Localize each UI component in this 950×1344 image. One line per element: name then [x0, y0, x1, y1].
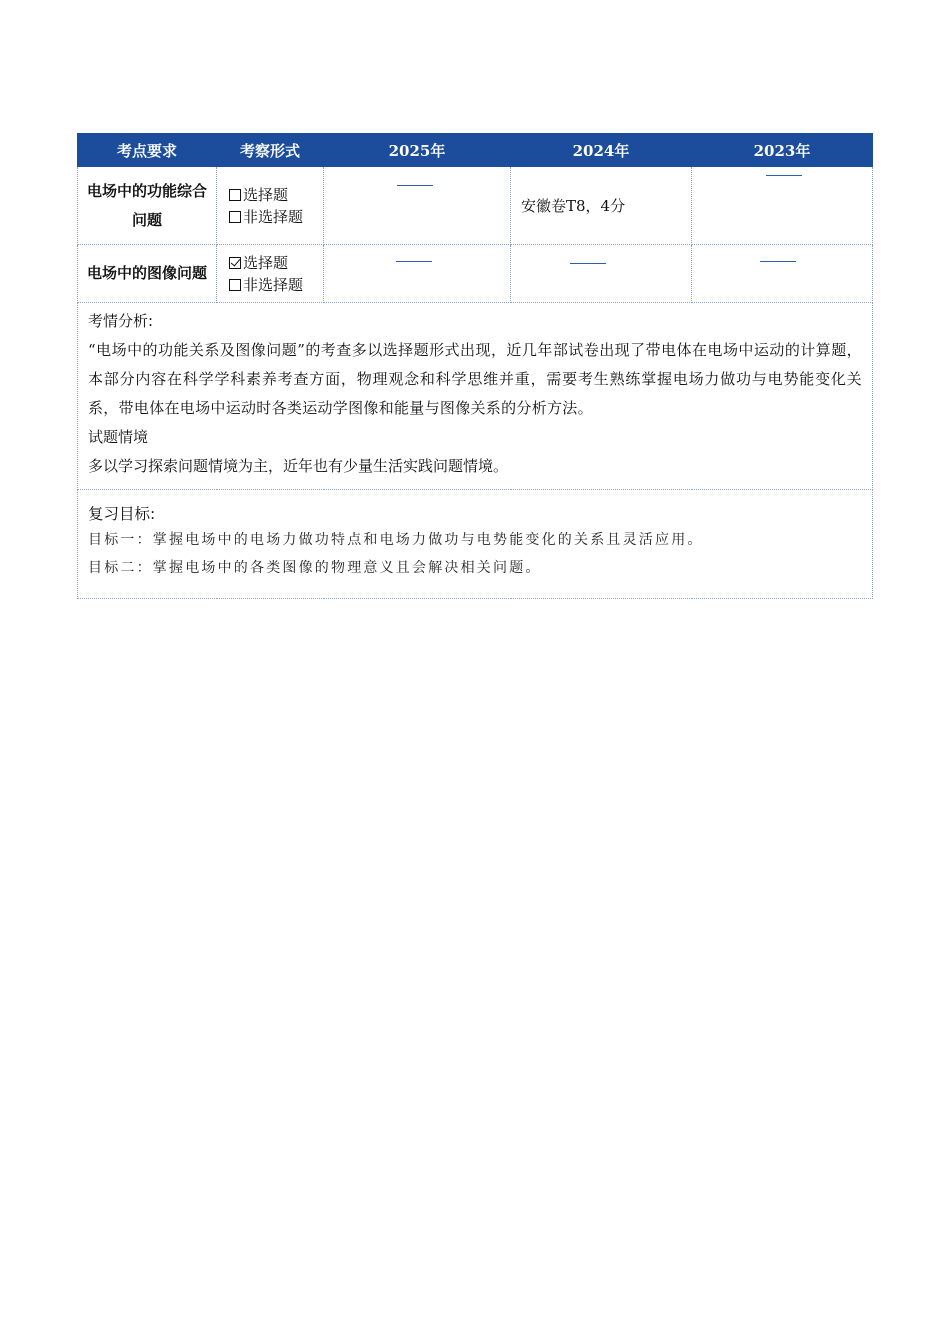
analysis-paragraph: “电场中的功能关系及图像问题”的考查多以选择题形式出现，近几年部试卷出现了带电体在电场中运动的计算题，本部分内容在科学学科素养考查方面，物理观念和科学思维并重，需要考生熟练掌握电场力做功与电势能变化关系，带电体在电场中运动时各类运动学图像和能量与图像关系的分析方法。	[88, 341, 862, 417]
empty-dash-icon	[570, 263, 606, 264]
option-label: 选择题	[243, 253, 289, 272]
table-row	[78, 167, 873, 245]
checkbox-icon[interactable]	[229, 279, 241, 291]
option-non-choice[interactable]	[229, 206, 323, 228]
option-label: 非选择题	[243, 275, 304, 294]
cell-2025	[324, 245, 511, 303]
topic-label: 电场中的功能综合问题	[86, 181, 207, 229]
option-label: 非选择题	[243, 207, 304, 226]
goals-cell	[78, 490, 873, 599]
option-choice[interactable]	[229, 252, 323, 274]
form-cell	[217, 167, 324, 245]
cell-2024	[511, 167, 692, 245]
topic-cell	[78, 167, 217, 245]
topic-cell	[78, 245, 217, 303]
analysis-row	[78, 303, 873, 490]
cell-2023	[692, 245, 873, 303]
exam-reference: 安徽卷T8，4分	[521, 197, 626, 215]
situation-text: 多以学习探索问题情境为主，近年也有少量生活实践问题情境。	[88, 457, 509, 475]
goals-row	[78, 490, 873, 599]
goals-title: 复习目标:	[88, 505, 156, 523]
form-cell	[217, 245, 324, 303]
table-header-row	[78, 134, 873, 167]
table-row	[78, 245, 873, 303]
empty-dash-icon	[396, 261, 432, 262]
empty-dash-icon	[397, 185, 433, 186]
header-2024: 2024年	[511, 134, 692, 167]
goal-item-2: 目标二：掌握电场中的各类图像的物理意义且会解决相关问题。	[88, 560, 542, 576]
option-non-choice[interactable]	[229, 274, 323, 296]
goal-item-1: 目标一：掌握电场中的电场力做功特点和电场力做功与电势能变化的关系且灵活应用。	[88, 532, 704, 548]
topic-label: 电场中的图像问题	[86, 264, 207, 282]
empty-dash-icon	[760, 261, 796, 262]
cell-2023	[692, 167, 873, 245]
checkbox-icon[interactable]	[229, 189, 241, 201]
exam-overview-table	[77, 133, 873, 599]
option-choice[interactable]	[229, 184, 323, 206]
header-requirement: 考点要求	[78, 134, 217, 167]
header-2025: 2025年	[324, 134, 511, 167]
empty-dash-icon	[766, 175, 802, 176]
exam-summary-sheet	[77, 133, 872, 599]
situation-title: 试题情境	[88, 428, 149, 446]
checked-checkbox-icon[interactable]	[229, 257, 241, 269]
cell-2024	[511, 245, 692, 303]
analysis-title: 考情分析:	[88, 312, 154, 330]
option-label: 选择题	[243, 185, 289, 204]
analysis-cell	[78, 303, 873, 490]
header-form: 考察形式	[217, 134, 324, 167]
checkbox-icon[interactable]	[229, 211, 241, 223]
header-2023: 2023年	[692, 134, 873, 167]
cell-2025	[324, 167, 511, 245]
